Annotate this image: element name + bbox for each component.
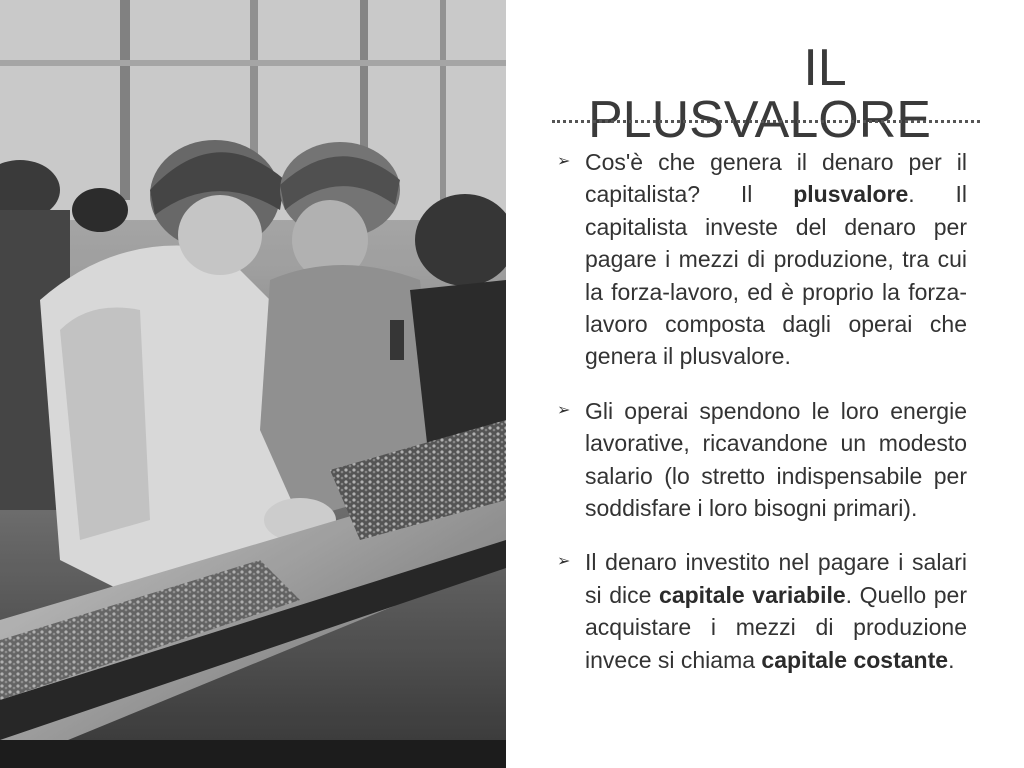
arrow-bullet-icon: ➢ — [557, 401, 571, 419]
bullet-1-bold-plusvalore: plusvalore — [793, 181, 909, 208]
arrow-bullet-icon: ➢ — [557, 153, 571, 170]
bullet-3-text-b: . Quello per acquistare i mezzi di produzione invece si chiama — [585, 581, 967, 673]
arrow-bullet-icon: ➢ — [557, 553, 571, 571]
slide-title — [548, 39, 1024, 149]
title-line-1: IL — [803, 39, 847, 97]
bullet-2-text: Gli operai spendono le loro energie lavorative, ricavandone un modesto salario (lo stretto indispensabile per soddisfare i loro bisogni primari). — [585, 397, 967, 522]
bullet-3-text-c: . — [948, 646, 955, 673]
bullet-3-bold-capitale-variabile: capitale variabile — [659, 581, 846, 608]
bullet-list — [557, 146, 967, 698]
bullet-item-2 — [557, 395, 967, 525]
title-line-2: PLUSVALORE — [588, 91, 931, 149]
bullet-3-bold-capitale-costante: capitale costante — [761, 646, 949, 673]
title-divider — [552, 120, 980, 123]
bullet-1-text-b: . Il capitalista investe del denaro per pagare i mezzi di produzione, tra cui la forza-lavoro, ed è proprio la forza-lavoro composta dagli operai che genera il plusvalore. — [585, 181, 967, 370]
bullet-item-3 — [557, 546, 967, 676]
bullet-item-1 — [557, 146, 967, 373]
factory-workers-photo — [0, 0, 506, 768]
bullet-3-text-a: Il denaro investito nel pagare i salari si dice — [585, 549, 967, 608]
bullet-1-text-a: Cos'è che genera il denaro per il capitalista? Il — [585, 149, 967, 208]
